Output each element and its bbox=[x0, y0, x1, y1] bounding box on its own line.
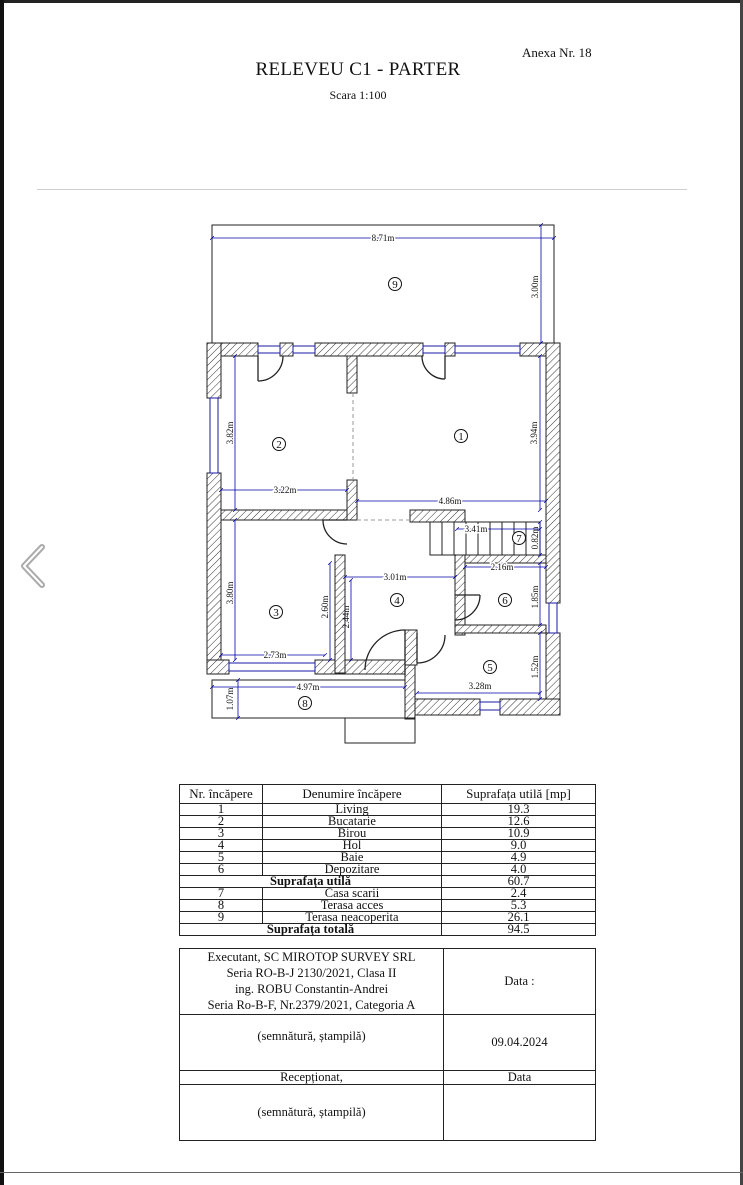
table-cell: Hol bbox=[263, 840, 442, 852]
executant-cell bbox=[180, 949, 444, 1015]
table-cell: 3 bbox=[180, 828, 263, 840]
total-value: 94.5 bbox=[442, 924, 596, 936]
room-marker-9 bbox=[389, 278, 402, 292]
table-cell: Terasa acces bbox=[263, 900, 442, 912]
table-row bbox=[180, 888, 596, 900]
svg-text:8: 8 bbox=[302, 698, 308, 710]
dimension-lines bbox=[212, 225, 554, 718]
table-header: Suprafața utilă [mp] bbox=[442, 785, 596, 804]
dim-room3-width: 2.73m bbox=[263, 650, 287, 660]
subtotal-value: 60.7 bbox=[442, 876, 596, 888]
table-cell: 26.1 bbox=[442, 912, 596, 924]
viewer-top-border bbox=[0, 0, 743, 3]
table-cell: Baie bbox=[263, 852, 442, 864]
dimension-labels bbox=[225, 233, 540, 710]
table-cell: 4.0 bbox=[442, 864, 596, 876]
dim-hall-height: 2.44m bbox=[341, 605, 351, 629]
table-cell: 1 bbox=[180, 804, 263, 816]
table-header: Denumire încăpere bbox=[263, 785, 442, 804]
dim-room5-width: 3.28m bbox=[468, 681, 492, 691]
svg-text:1: 1 bbox=[458, 431, 464, 443]
room-marker-5 bbox=[484, 661, 497, 675]
dim-room3-height: 3.80m bbox=[225, 581, 235, 605]
windows bbox=[210, 346, 557, 710]
total-row bbox=[180, 924, 596, 936]
table-cell: 2 bbox=[180, 816, 263, 828]
svg-text:4: 4 bbox=[394, 595, 400, 607]
room-marker-8 bbox=[299, 697, 312, 711]
dim-hall-width: 3.01m bbox=[383, 572, 407, 582]
date-label: Data : bbox=[444, 949, 596, 1015]
room-marker-2 bbox=[273, 438, 286, 452]
table-cell: 8 bbox=[180, 900, 263, 912]
svg-text:2: 2 bbox=[276, 439, 282, 451]
rooms-table bbox=[179, 784, 596, 936]
room-marker-3 bbox=[270, 606, 283, 620]
dim-room1-width: 4.86m bbox=[438, 496, 462, 506]
table-row bbox=[180, 840, 596, 852]
room-marker-6 bbox=[499, 594, 512, 608]
table-cell: Depozitare bbox=[263, 864, 442, 876]
page-bottom-line bbox=[0, 1172, 743, 1173]
table-cell: Terasa neacoperita bbox=[263, 912, 442, 924]
executant-line: Seria Ro-B-F, Nr.2379/2021, Categoria A bbox=[207, 998, 416, 1012]
dim-terrace-depth: 3.00m bbox=[530, 275, 540, 299]
annex-label: Anexa Nr. 18 bbox=[522, 45, 592, 60]
dim-room5-height: 1.52m bbox=[530, 655, 540, 679]
executant-line: ing. ROBU Constantin-Andrei bbox=[234, 982, 389, 996]
table-row bbox=[180, 816, 596, 828]
room-markers bbox=[270, 278, 526, 711]
table-header: Nr. încăpere bbox=[180, 785, 263, 804]
sign-stamp: (semnătură, ștampilă) bbox=[180, 1015, 444, 1071]
dim-entrance-depth: 1.07m bbox=[225, 687, 235, 711]
dim-room2-height: 3.82m bbox=[225, 421, 235, 445]
room-marker-4 bbox=[391, 594, 404, 608]
table-cell: 19.3 bbox=[442, 804, 596, 816]
dim-stair-width: 3.41m bbox=[464, 524, 488, 534]
svg-text:9: 9 bbox=[392, 279, 398, 291]
table-cell: Living bbox=[263, 804, 442, 816]
received-label: Recepționat, bbox=[180, 1071, 444, 1085]
table-cell: 6 bbox=[180, 864, 263, 876]
table-cell: Bucatarie bbox=[263, 816, 442, 828]
table-cell: 10.9 bbox=[442, 828, 596, 840]
dim-room2-width: 3.22m bbox=[273, 485, 297, 495]
empty-cell bbox=[444, 1085, 596, 1141]
executant-line: Executant, SC MIROTOP SURVEY SRL bbox=[207, 950, 416, 964]
table-row bbox=[180, 804, 596, 816]
table-row bbox=[180, 864, 596, 876]
floor-plan bbox=[195, 215, 575, 750]
svg-text:5: 5 bbox=[487, 662, 493, 674]
svg-text:6: 6 bbox=[502, 595, 508, 607]
table-cell: 2.4 bbox=[442, 888, 596, 900]
table-cell: Birou bbox=[263, 828, 442, 840]
subtotal-row bbox=[180, 876, 596, 888]
dim-top-width: 8.71m bbox=[371, 233, 395, 243]
table-cell: Casa scarii bbox=[263, 888, 442, 900]
table-cell: 5 bbox=[180, 852, 263, 864]
table-cell: 4 bbox=[180, 840, 263, 852]
table-cell: 9 bbox=[180, 912, 263, 924]
table-row bbox=[180, 852, 596, 864]
date-label-2: Data bbox=[444, 1071, 596, 1085]
room-marker-7 bbox=[513, 532, 526, 546]
date-value: 09.04.2024 bbox=[444, 1015, 596, 1071]
sign-stamp-2: (semnătură, ștampilă) bbox=[180, 1085, 444, 1141]
chevron-left-icon[interactable] bbox=[16, 544, 48, 588]
separator-line bbox=[37, 189, 687, 190]
dim-room3-inner: 2.60m bbox=[320, 595, 330, 619]
viewer-left-border bbox=[0, 0, 4, 1185]
dim-room6-height: 1.85m bbox=[530, 585, 540, 609]
table-cell: 7 bbox=[180, 888, 263, 900]
table-cell: 9.0 bbox=[442, 840, 596, 852]
room-marker-1 bbox=[455, 430, 468, 444]
signature-table bbox=[179, 948, 596, 1141]
table-cell: 5.3 bbox=[442, 900, 596, 912]
table-cell: 12.6 bbox=[442, 816, 596, 828]
subtotal-label: Suprafața utilă bbox=[180, 876, 442, 888]
executant-line: Seria RO-B-J 2130/2021, Clasa II bbox=[226, 966, 397, 980]
svg-text:3: 3 bbox=[273, 607, 279, 619]
table-header-row bbox=[180, 785, 596, 804]
total-label: Suprafața totală bbox=[180, 924, 442, 936]
scale-label: Scara 1:100 bbox=[329, 88, 387, 102]
svg-text:7: 7 bbox=[516, 533, 522, 545]
dim-front-width: 4.97m bbox=[296, 682, 320, 692]
dim-stair-depth: 0.82m bbox=[530, 526, 540, 550]
table-row bbox=[180, 912, 596, 924]
page-title: RELEVEU C1 - PARTER bbox=[255, 59, 461, 80]
table-row bbox=[180, 828, 596, 840]
dim-room6-width: 2.16m bbox=[490, 562, 514, 572]
table-cell: 4.9 bbox=[442, 852, 596, 864]
dim-room1-height: 3.94m bbox=[529, 421, 539, 445]
